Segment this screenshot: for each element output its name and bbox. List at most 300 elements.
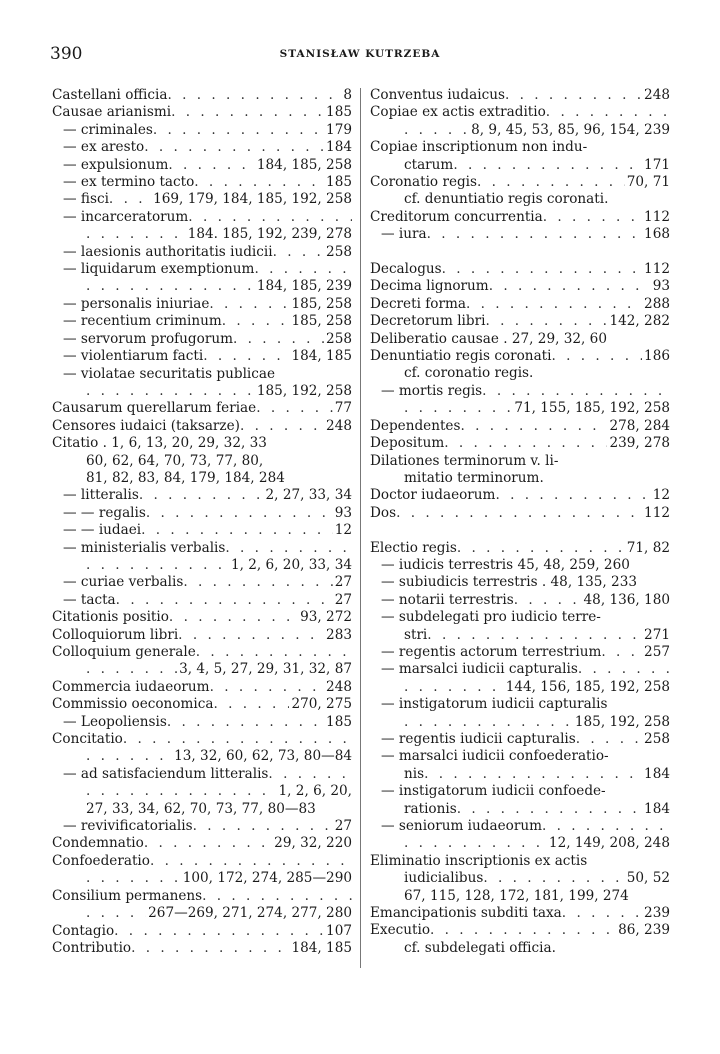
index-entry <box>52 261 352 278</box>
index-entry <box>370 365 670 382</box>
entry-page-refs: 258 <box>644 731 670 747</box>
entry-term: — marsalci iudicii confoederatio- <box>381 748 609 765</box>
entry-term: Doctor iudaeorum <box>370 487 496 504</box>
entry-term: — marsalci iudicii capturalis <box>381 661 578 678</box>
entry-term: Coronatio regis <box>370 174 478 191</box>
index-entry <box>370 696 670 713</box>
index-entry <box>370 766 670 783</box>
dot-leader <box>183 574 332 591</box>
entry-term: — ex aresto <box>63 139 145 156</box>
index-entry <box>52 766 352 783</box>
dot-leader <box>131 940 289 957</box>
entry-gap <box>370 522 670 539</box>
entry-page-refs: 71, 155, 185, 192, 258 <box>514 400 670 417</box>
entry-term: ctarum <box>404 156 454 173</box>
dot-leader <box>514 592 582 609</box>
index-entry <box>370 487 670 504</box>
dot-leader <box>116 592 333 609</box>
index-entry <box>370 574 670 591</box>
entry-term: — recentium criminum <box>63 313 222 330</box>
index-entry <box>370 278 670 295</box>
index-entry <box>52 348 352 365</box>
dot-leader <box>168 157 255 174</box>
dot-leader <box>453 157 642 174</box>
entry-term: — — regalis <box>63 504 146 521</box>
index-entry <box>370 418 670 435</box>
dot-leader <box>222 313 290 330</box>
entry-term: — curiae verbalis <box>63 574 184 591</box>
dot-leader <box>213 696 289 713</box>
dot-leader <box>109 191 151 208</box>
entry-page-refs: 168 <box>644 226 670 243</box>
index-entry <box>52 313 352 330</box>
entry-page-refs: 12 <box>652 487 670 504</box>
index-entry <box>370 87 670 104</box>
dot-leader <box>203 348 289 365</box>
index-entry <box>52 226 352 243</box>
index-entry <box>52 244 352 261</box>
index-entry <box>370 348 670 365</box>
index-entry <box>370 922 670 939</box>
entry-term: — servorum profugorum <box>63 330 233 347</box>
dot-leader <box>171 104 324 121</box>
entry-page-refs: 248 <box>326 417 352 434</box>
entry-term: iudicialibus <box>404 870 484 887</box>
dot-leader <box>86 278 255 295</box>
entry-term: — criminales <box>63 121 153 138</box>
index-entry <box>370 435 670 452</box>
entry-term: stri <box>404 626 428 643</box>
entry-term: — expulsionum <box>63 156 169 173</box>
index-entry <box>52 940 352 957</box>
entry-page-refs: 144, 156, 185, 192, 258 <box>505 678 670 695</box>
dot-leader <box>144 835 272 852</box>
index-entry <box>52 209 352 226</box>
entry-term: Decretorum libri <box>370 313 486 330</box>
index-entry <box>370 122 670 139</box>
dot-leader <box>396 505 642 522</box>
entry-term: Copiae inscriptionum non indu- <box>370 139 588 156</box>
entry-term: Conventus iudaicus <box>370 87 505 103</box>
index-entry <box>52 139 352 156</box>
dot-leader <box>225 540 352 557</box>
dot-leader <box>86 783 277 800</box>
entry-term: Creditorum concurrentia <box>370 208 543 225</box>
dot-leader <box>141 522 333 539</box>
column-divider <box>360 88 361 968</box>
index-entry <box>52 592 352 609</box>
entry-term: — regentis iudicii capturalis <box>381 731 576 747</box>
entry-page-refs: 142, 282 <box>609 313 670 330</box>
index-entry <box>52 679 352 696</box>
entry-page-refs: 48, 136, 180 <box>583 591 670 608</box>
dot-leader <box>404 835 547 852</box>
entry-page-refs: 27 <box>334 818 352 835</box>
entry-term: Dos <box>370 504 397 521</box>
entry-page-refs: 185 <box>326 104 352 121</box>
index-entry <box>52 835 352 852</box>
entry-term: Commercia iudaeorum <box>52 678 210 695</box>
entry-page-refs: 93, 272 <box>300 609 352 626</box>
entry-term: Decreti forma <box>370 295 466 312</box>
entry-page-refs: 185, 258 <box>291 313 352 330</box>
entry-gap <box>370 244 670 261</box>
entry-term: — fisci <box>63 191 109 208</box>
dot-leader <box>196 644 352 661</box>
entry-page-refs: 8, 9, 45, 53, 85, 96, 154, 239 <box>471 121 670 138</box>
entry-page-refs: 169, 179, 184, 185, 192, 258 <box>153 191 352 208</box>
dot-leader <box>86 383 255 400</box>
dot-leader <box>150 853 352 870</box>
index-entry <box>52 331 352 348</box>
dot-leader <box>543 209 642 226</box>
index-entry <box>52 487 352 504</box>
index-entry <box>370 191 670 208</box>
entry-term: — litteralis <box>63 487 139 504</box>
entry-page-refs: 239 <box>644 905 670 922</box>
entry-page-refs: 248 <box>644 87 670 103</box>
index-entry <box>52 400 352 417</box>
index-entry <box>52 853 352 870</box>
index-entry <box>370 209 670 226</box>
entry-page-refs: 107 <box>326 922 352 939</box>
index-entry <box>52 644 352 661</box>
entry-term: Depositum <box>370 435 445 452</box>
dot-leader <box>427 226 642 243</box>
entry-term: Consilium permanens <box>52 887 203 904</box>
index-entry <box>370 261 670 278</box>
index-entry <box>52 470 352 487</box>
dot-leader <box>489 278 651 295</box>
entry-term: — instigatorum iudicii capturalis <box>381 696 608 713</box>
entry-term: Dependentes <box>370 417 461 434</box>
entry-term: cf. coronatio regis. <box>404 365 534 382</box>
entry-term: Copiae ex actis extraditio <box>370 104 546 121</box>
entry-term: Colloquium generale <box>52 644 196 660</box>
index-entry <box>370 540 670 557</box>
entry-term: cf. subdelegati officia. <box>404 939 556 956</box>
index-entry <box>52 888 352 905</box>
index-entry <box>52 104 352 121</box>
entry-page-refs: 179 <box>326 121 352 138</box>
entry-page-refs: 257 <box>644 643 670 660</box>
index-entry <box>52 522 352 539</box>
entry-page-refs: 278, 284 <box>609 417 670 434</box>
entry-page-refs: 70, 71 <box>626 174 670 191</box>
entry-term: — Leopoliensis <box>63 713 167 730</box>
entry-page-refs: 12 <box>334 522 352 539</box>
dot-leader <box>153 122 324 139</box>
dot-leader <box>576 731 642 748</box>
entry-page-refs: 185, 192, 258 <box>574 713 670 730</box>
entry-term: Citatio . 1, 6, 13, 20, 29, 32, 33 <box>52 435 267 452</box>
dot-leader <box>86 870 181 887</box>
entry-term: Dilationes terminorum v. li- <box>370 452 559 469</box>
index-entry <box>52 418 352 435</box>
entry-page-refs: 258 <box>326 243 352 260</box>
index-entry <box>52 505 352 522</box>
entry-term: Contributio <box>52 939 132 956</box>
entry-page-refs: 267—269, 271, 274, 277, 280 <box>148 905 352 922</box>
index-entry <box>370 400 670 417</box>
index-entry <box>370 557 670 574</box>
dot-leader <box>442 261 642 278</box>
dot-leader <box>178 627 324 644</box>
entry-page-refs: 184 <box>326 139 352 156</box>
index-entry <box>52 435 352 452</box>
entry-term: rationis <box>404 800 457 817</box>
dot-leader <box>551 348 642 365</box>
entry-term: — mortis regis <box>381 382 483 399</box>
entry-term: Citationis positio <box>52 609 169 626</box>
index-entry <box>370 627 670 644</box>
dot-leader <box>202 888 352 905</box>
index-entry <box>52 174 352 191</box>
dot-leader <box>254 261 352 278</box>
entry-term: — incarceratorum <box>63 208 189 225</box>
entry-term: — ex termino tacto <box>63 174 195 191</box>
entry-page-refs: 27 <box>334 574 352 591</box>
entry-page-refs: 184, 185 <box>291 939 352 956</box>
entry-page-refs: 270, 275 <box>291 696 352 713</box>
index-entry <box>52 696 352 713</box>
entry-term: Denuntiatio regis coronati <box>370 348 552 365</box>
dot-leader <box>273 244 324 261</box>
index-entry <box>370 853 670 870</box>
entry-page-refs: 50, 52 <box>626 870 670 887</box>
entry-term: cf. denuntiatio regis coronati. <box>404 191 609 208</box>
index-entry <box>370 644 670 661</box>
entry-page-refs: 186 <box>644 348 670 365</box>
index-entry <box>370 731 670 748</box>
entry-term: Eliminatio inscriptionis ex actis <box>370 852 588 869</box>
entry-term: 27, 33, 34, 62, 70, 73, 77, 80—83 <box>86 800 316 817</box>
entry-term: — revivificatorialis <box>63 818 193 835</box>
entry-page-refs: 271 <box>644 626 670 643</box>
dot-leader <box>114 923 324 940</box>
entry-term: Emancipationis subditi taxa <box>370 905 562 922</box>
index-entry <box>52 905 352 922</box>
entry-page-refs: 29, 32, 220 <box>274 835 352 852</box>
entry-term: Causae arianismi <box>52 104 172 121</box>
entry-page-refs: 185 <box>326 713 352 730</box>
entry-page-refs: 248 <box>326 678 352 695</box>
entry-term: — liquidarum exemptionum <box>63 261 255 278</box>
dot-leader <box>193 818 333 835</box>
entry-page-refs: 184, 185, 239 <box>256 278 352 295</box>
index-entry <box>370 905 670 922</box>
dot-leader <box>404 714 573 731</box>
running-head: STANISŁAW KUTRZEBA <box>279 48 441 60</box>
entry-page-refs: 1, 2, 6, 20, 33, 34 <box>230 556 352 573</box>
index-entry <box>52 818 352 835</box>
dot-leader <box>404 679 504 696</box>
entry-term: Condemnatio <box>52 835 144 852</box>
entry-page-refs: 171 <box>644 156 670 173</box>
entry-term: Decima lignorum <box>370 278 489 295</box>
page-header <box>50 44 670 64</box>
dot-leader <box>210 679 324 696</box>
dot-leader <box>144 139 324 156</box>
entry-term: — violentiarum facti <box>63 348 204 365</box>
index-entry <box>52 540 352 557</box>
dot-leader <box>601 644 642 661</box>
entry-term: Decalogus <box>370 261 442 278</box>
index-entry <box>370 104 670 121</box>
entry-page-refs: 258 <box>326 330 352 347</box>
index-entry <box>52 574 352 591</box>
dot-leader <box>86 748 172 765</box>
dot-leader <box>86 226 186 243</box>
entry-term: Colloquiorum libri <box>52 626 179 643</box>
dot-leader <box>505 87 642 104</box>
dot-leader <box>194 174 324 191</box>
entry-page-refs: 1, 2, 6, 20, <box>278 783 352 800</box>
dot-leader <box>546 104 670 121</box>
dot-leader <box>424 766 642 783</box>
index-entry <box>52 383 352 400</box>
entry-term: Contagio <box>52 922 115 939</box>
index-entry <box>370 296 670 313</box>
entry-term: — subdelegati pro iudicio terre- <box>381 609 601 626</box>
index-entry <box>52 870 352 887</box>
dot-leader <box>457 540 625 557</box>
index-entry <box>370 139 670 156</box>
entry-term: — laesionis authoritatis iudicii <box>63 243 273 260</box>
dot-leader <box>460 418 607 435</box>
index-entry <box>370 888 670 905</box>
entry-term: — tacta <box>63 591 116 608</box>
index-entry <box>52 87 352 104</box>
entry-page-refs: 288 <box>644 295 670 312</box>
entry-term: Executio <box>370 922 430 939</box>
entry-page-refs: 93 <box>334 504 352 521</box>
entry-page-refs: 184, 185 <box>291 348 352 365</box>
entry-page-refs: 77 <box>334 400 352 417</box>
entry-page-refs: 8 <box>343 87 352 103</box>
entry-term: — ad satisfaciendum litteralis <box>63 765 269 782</box>
entry-page-refs: 13, 32, 60, 62, 73, 80—84 <box>174 748 352 765</box>
index-entry <box>52 731 352 748</box>
dot-leader <box>240 418 324 435</box>
index-entry <box>370 748 670 765</box>
entry-page-refs: 239, 278 <box>609 435 670 452</box>
dot-leader <box>146 505 333 522</box>
index-entry <box>370 609 670 626</box>
index-entry <box>52 157 352 174</box>
entry-page-refs: 112 <box>644 208 670 225</box>
index-entry <box>370 505 670 522</box>
index-entry <box>52 122 352 139</box>
entry-page-refs: 3, 4, 5, 27, 29, 31, 32, 87 <box>179 661 352 678</box>
dot-leader <box>542 818 670 835</box>
index-entry <box>370 818 670 835</box>
dot-leader <box>482 383 670 400</box>
index-entry <box>370 331 670 348</box>
entry-page-refs: 184. 185, 192, 239, 278 <box>187 226 352 243</box>
index-entry <box>370 940 670 957</box>
dot-leader <box>578 661 670 678</box>
dot-leader <box>404 400 512 417</box>
entry-term: — personalis iniuriae <box>63 295 210 312</box>
dot-leader <box>495 487 650 504</box>
dot-leader <box>268 766 352 783</box>
index-entry <box>52 714 352 731</box>
entry-page-refs: 27 <box>334 591 352 608</box>
entry-term: — notarii terrestris <box>381 591 514 608</box>
entry-page-refs: 100, 172, 274, 285—290 <box>182 870 352 887</box>
dot-leader <box>444 435 607 452</box>
entry-page-refs: 283 <box>326 626 352 643</box>
index-entry <box>370 870 670 887</box>
entry-page-refs: 93 <box>652 278 670 295</box>
entry-term: Electio regis <box>370 539 457 556</box>
index-entry <box>52 557 352 574</box>
index-entry <box>370 592 670 609</box>
entry-page-refs: 184 <box>644 765 670 782</box>
dot-leader <box>483 870 624 887</box>
entry-page-refs: 112 <box>644 261 670 278</box>
index-entry <box>370 157 670 174</box>
dot-leader <box>86 557 229 574</box>
index-entry <box>52 296 352 313</box>
dot-leader <box>562 905 642 922</box>
index-entry <box>52 661 352 678</box>
dot-leader <box>123 731 352 748</box>
entry-page-refs: 86, 239 <box>618 922 670 939</box>
entry-term: Castellani officia <box>52 87 168 103</box>
entry-term: — violatae securitatis publicae <box>63 365 276 382</box>
index-entry <box>370 783 670 800</box>
index-entry <box>52 627 352 644</box>
index-entry <box>370 226 670 243</box>
index-entry <box>370 714 670 731</box>
dot-leader <box>188 209 352 226</box>
dot-leader <box>167 87 341 104</box>
entry-term: mitatio terminorum. <box>404 469 544 486</box>
entry-term: — ministerialis verbalis <box>63 539 226 556</box>
dot-leader <box>430 922 616 939</box>
dot-leader <box>167 714 324 731</box>
entry-term: Censores iudaici (taksarze) <box>52 417 240 434</box>
entry-page-refs: 71, 82 <box>626 539 670 556</box>
dot-leader <box>466 296 642 313</box>
index-entry <box>370 453 670 470</box>
entry-term: — — iudaei <box>63 522 142 539</box>
entry-page-refs: 112 <box>644 504 670 521</box>
entry-term: — seniorum iudaeorum <box>381 818 542 835</box>
dot-leader <box>485 313 607 330</box>
index-entry <box>370 801 670 818</box>
dot-leader <box>139 487 264 504</box>
dot-leader <box>427 627 642 644</box>
index-entry <box>52 453 352 470</box>
entry-page-refs: 184, 185, 258 <box>256 156 352 173</box>
index-entry <box>52 278 352 295</box>
entry-term: — subiudicis terrestris . 48, 135, 233 <box>381 574 638 591</box>
dot-leader <box>457 801 642 818</box>
dot-leader <box>256 400 333 417</box>
index-entry <box>370 679 670 696</box>
dot-leader <box>404 122 469 139</box>
index-entry <box>370 313 670 330</box>
entry-term: — iura <box>381 226 427 243</box>
index-entry <box>52 923 352 940</box>
index-entry <box>370 383 670 400</box>
dot-leader <box>477 174 625 191</box>
index-entry <box>52 609 352 626</box>
entry-page-refs: 185 <box>326 174 352 191</box>
